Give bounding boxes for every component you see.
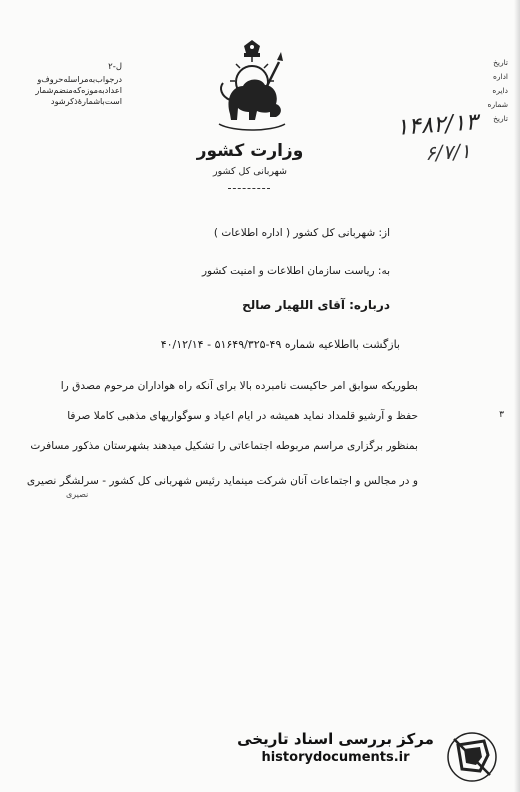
reference-line: بازگشت بااطلاعیه شماره ۴۹-۵۱۶۴۹/۳۲۵ - ۴۰/۱۲/۱۴ [160, 338, 400, 351]
archive-title: مرکز بررسی اسناد تاریخی [237, 730, 434, 748]
reply-instruction-line: است‌باشمارۀ‌ذکرشود [50, 96, 122, 106]
archive-url: historydocuments.ir [261, 750, 410, 765]
archive-watermark [233, 730, 438, 765]
meta-field: دایره [492, 86, 508, 95]
reply-instruction-line: اعداد‌به‌موزه‌که‌منضم‌شمار [35, 85, 122, 95]
lion-and-sun-emblem-icon [213, 40, 291, 136]
meta-field: شماره [487, 100, 508, 109]
body-paragraph-line: بطوریکه سوابق امر حاکیست نامبرده بالا برای آنکه راه هواداران مرحوم مصدق را [60, 380, 418, 392]
office-name: شهربانی کل کشور [213, 166, 287, 177]
archive-logo-icon [446, 731, 498, 783]
handwritten-letter-date: ۶/۷/۱ [424, 138, 472, 166]
ministry-name: وزارت کشور [196, 141, 304, 161]
meta-field: تاریخ [493, 58, 508, 67]
body-paragraph-line: بمنظور برگزاری مراسم مربوطه اجتماعاتی را تشکیل میدهند بشهرستان مذکور مسافرت [30, 440, 418, 452]
meta-field: تاریخ [493, 114, 508, 123]
handwritten-letter-number: ۱۴۸۲/۱۳ [395, 109, 479, 141]
scan-edge [514, 0, 520, 792]
signature-mark: نصیری [66, 490, 89, 499]
letterhead-divider [228, 188, 270, 191]
form-code: ل-۲ [108, 62, 122, 72]
from-line: از: شهربانی کل کشور ( اداره اطلاعات ) [213, 227, 390, 239]
to-line: به: ریاست سازمان اطلاعات و امنیت کشور [201, 265, 390, 277]
margin-mark: ۳ [499, 410, 504, 420]
subject-line: درباره: آقای اللهیار صالح [242, 298, 390, 312]
meta-field: اداره [492, 72, 508, 81]
reply-instruction-note [14, 62, 122, 107]
body-paragraph-line: و در مجالس و اجتماعات آنان شرکت مینماید رئیس شهربانی کل کشور - سرلشگر نصیری [26, 475, 418, 487]
body-paragraph-line: حفظ و آرشیو قلمداد نماید همیشه در ایام اعیاد و سوگواریهای مذهبی کاملا صرفا [67, 410, 418, 422]
reply-instruction-line: درجواب‌به‌مراسله‌حروف‌و [37, 74, 122, 84]
